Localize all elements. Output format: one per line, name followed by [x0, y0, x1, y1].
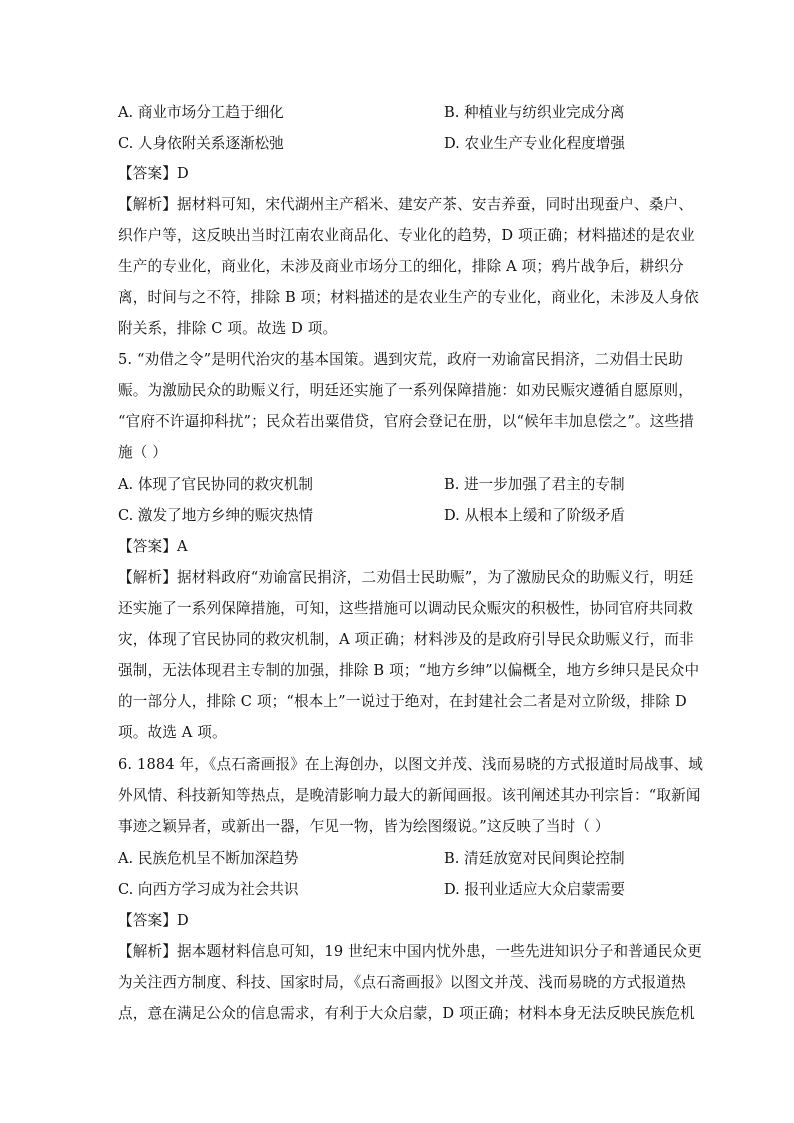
q5-stem-line: 施（ ） [118, 444, 168, 461]
q6-option-d: D. 报刊业适应大众启蒙需要 [444, 881, 625, 898]
q5-analysis-line: 强制，无法体现君主专制的加强，排除 B 项；“地方乡绅”以偏概全，地方乡绅只是民众中 [118, 662, 700, 679]
q5-analysis-line: 还实施了一系列保障措施，可知，这些措施可以调动民众赈灾的积极性，协同官府共同救 [118, 600, 694, 617]
q6-stem-line: 外风情、科技新知等热点，是晚清影响力最大的新闻画报。该刊阐述其办刊宗旨：“取新闻 [118, 787, 701, 804]
q4-option-c: C. 人身依附关系逐渐松弛 [118, 135, 284, 152]
q5-stem-line: “官府不许逼抑科扰”；民众若出粟借贷，官府会登记在册，以“候年丰加息偿之”。这些措 [118, 413, 694, 430]
q4-option-b: B. 种植业与纺织业完成分离 [444, 104, 625, 121]
q6-stem-line: 6. 1884 年，《点石斋画报》在上海创办，以图文并茂、浅而易晓的方式报道时局战事、域 [118, 756, 704, 773]
q4-option-d: D. 农业生产专业化程度增强 [444, 135, 625, 152]
q6-analysis-line: 为关注西方制度、科技、国家时局，《点石斋画报》以图文并茂、浅而易晓的方式报道热 [118, 974, 686, 991]
q4-analysis-line: 【解析】据材料可知，宋代湖州主产稻米、建安产茶、安吉养蚕，同时出现蚕户、桑户、 [118, 196, 694, 213]
q4-analysis-line: 生产的专业化，商业化，未涉及商业市场分工的细化，排除 A 项；鸦片战争后，耕织分 [118, 258, 684, 275]
q4-analysis-line: 附关系，排除 C 项。故选 D 项。 [118, 320, 338, 337]
q6-stem-line: 事迹之颖异者，或新出一器，乍见一物，皆为绘图缀说。”这反映了当时（ ） [118, 818, 610, 835]
q6-answer: 【答案】D [118, 912, 189, 929]
q5-option-a: A. 体现了官民协同的救灾机制 [118, 476, 313, 493]
q6-option-c: C. 向西方学习成为社会共识 [118, 881, 299, 898]
q4-analysis-line: 离，时间与之不符，排除 B 项；材料描述的是农业生产的专业化，商业化，未涉及人身依 [118, 289, 699, 306]
q5-analysis-line: 项。故选 A 项。 [118, 724, 227, 741]
q5-option-b: B. 进一步加强了君主的专制 [444, 476, 625, 493]
q5-answer: 【答案】A [118, 538, 188, 555]
q6-option-b: B. 清廷放宽对民间舆论控制 [444, 850, 625, 867]
q4-option-a: A. 商业市场分工趋于细化 [118, 104, 284, 121]
q5-stem-line: 5. “劝借之令”是明代治灾的基本国策。遇到灾荒，政府一劝谕富民捐济，二劝倡士民助 [118, 351, 684, 368]
q5-analysis-line: 的一部分人，排除 C 项；“根本上”一说过于绝对，在封建社会二者是对立阶级，排除 D [118, 693, 687, 710]
q5-option-c: C. 激发了地方乡绅的赈灾热情 [118, 507, 314, 524]
q4-analysis-line: 织作户等，这反映出当时江南农业商品化、专业化的趋势，D 项正确；材料描述的是农业 [118, 227, 695, 244]
q6-analysis-line: 点，意在满足公众的信息需求，有利于大众启蒙，D 项正确；材料本身无法反映民族危机 [118, 1005, 695, 1022]
q6-option-a: A. 民族危机呈不断加深趋势 [118, 850, 299, 867]
q5-option-d: D. 从根本上缓和了阶级矛盾 [444, 507, 625, 524]
q5-analysis-line: 【解析】据材料政府“劝谕富民捐济，二劝倡士民助赈”，为了激励民众的助赈义行，明廷 [118, 569, 694, 586]
q4-answer: 【答案】D [118, 165, 189, 182]
q6-analysis-line: 【解析】据本题材料信息可知，19 世纪末中国内忧外患，一些先进知识分子和普通民众更 [118, 943, 702, 960]
q5-stem-line: 赈。为激励民众的助赈义行，明廷还实施了一系列保障措施：如劝民赈灾遵循自愿原则， [118, 382, 694, 399]
q5-analysis-line: 灾，体现了官民协同的救灾机制，A 项正确；材料涉及的是政府引导民众助赈义行，而非 [118, 631, 694, 648]
